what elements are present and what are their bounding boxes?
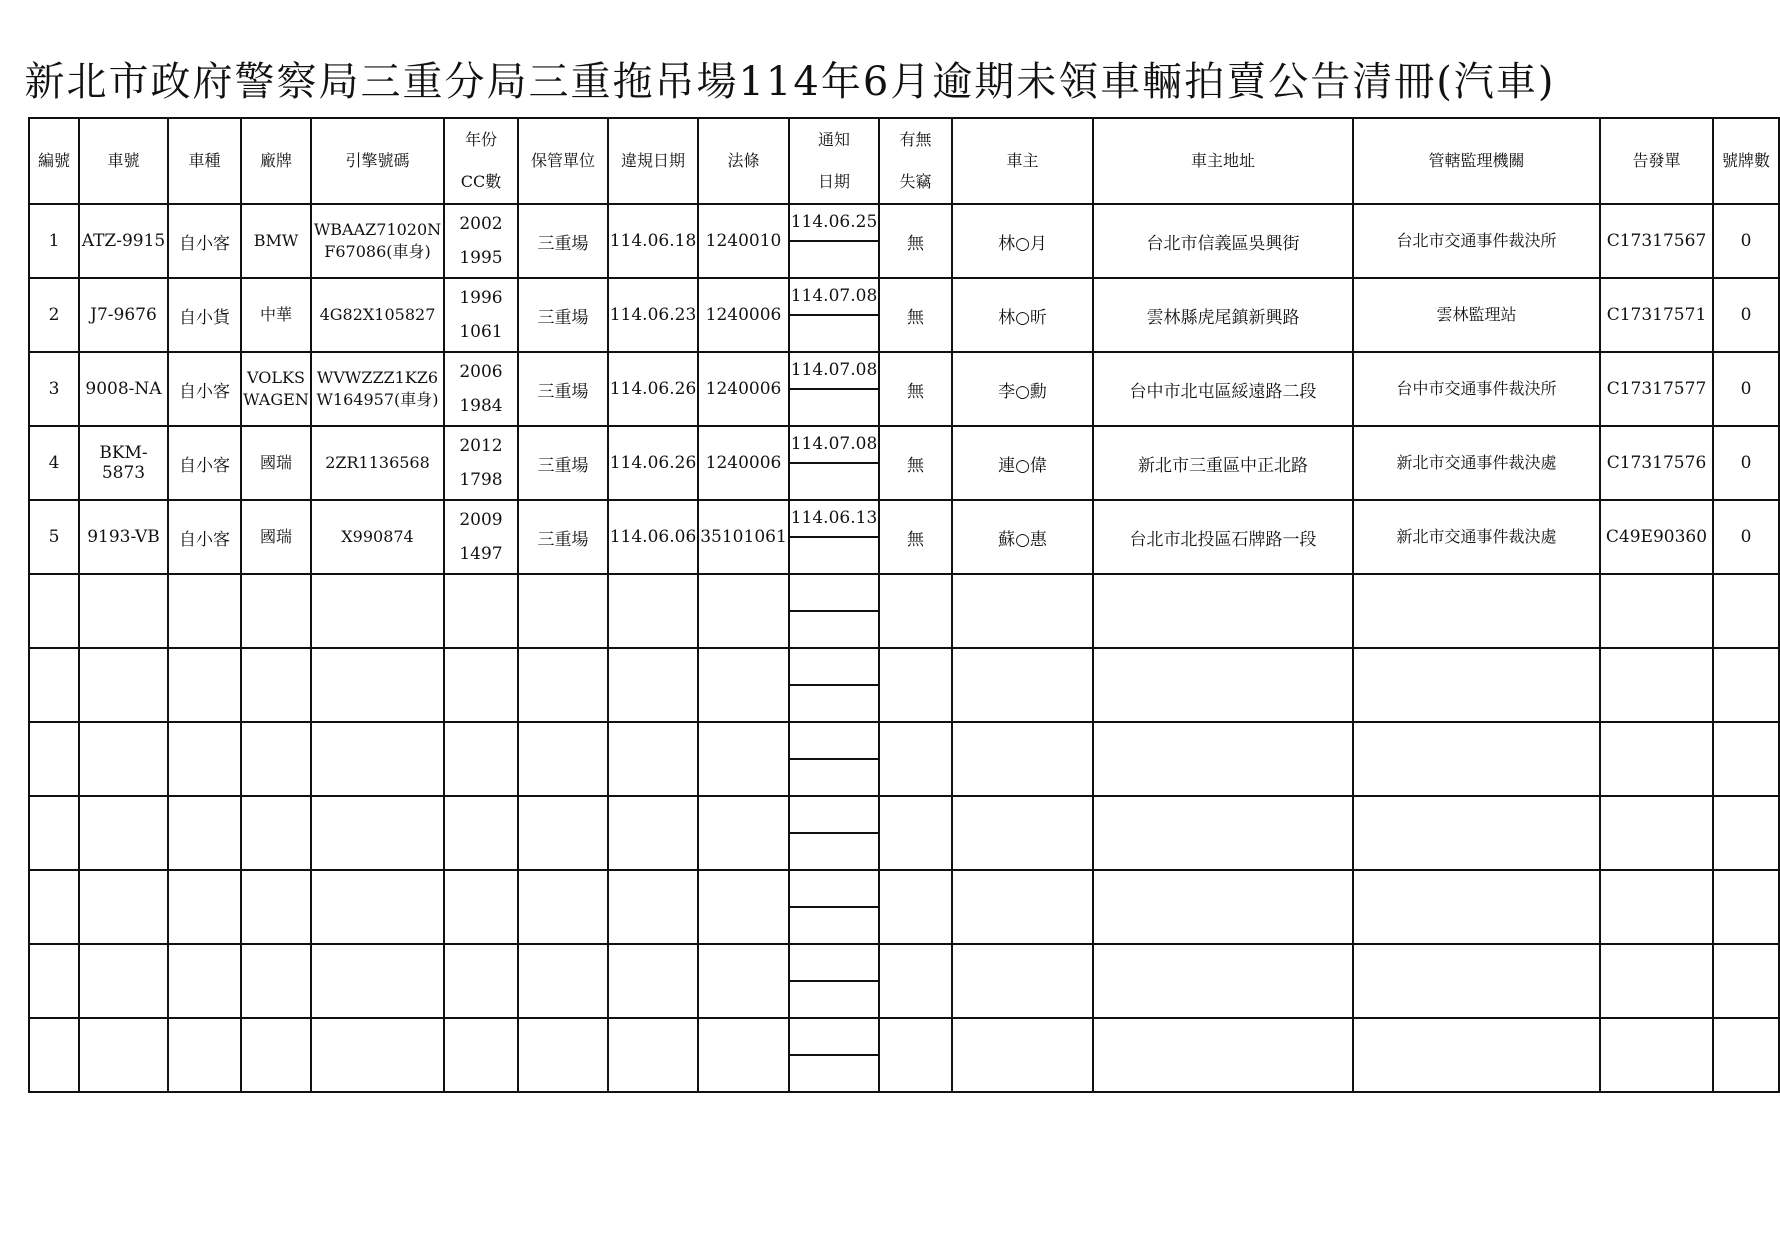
empty-notice-top [790, 575, 878, 612]
row-notice-date-value: 114.07.08 [790, 353, 878, 390]
empty-cell [1713, 870, 1779, 944]
row-plates-count: 0 [1713, 352, 1779, 426]
empty-cell [1353, 722, 1600, 796]
row-authority [1353, 426, 1600, 500]
row-notice-date [789, 352, 879, 426]
row-custody: 三重場 [518, 204, 608, 278]
empty-notice-top [790, 723, 878, 760]
row-type: 自小客 [168, 426, 241, 500]
row-authority-text: 雲林監理站 [1436, 305, 1517, 324]
empty-cell [29, 944, 79, 1018]
row-year: 1996 [459, 288, 503, 308]
empty-cell [79, 1018, 168, 1092]
row-type: 自小客 [168, 352, 241, 426]
empty-cell [168, 648, 241, 722]
row-cc: 1798 [459, 470, 503, 490]
empty-cell [241, 1018, 311, 1092]
row-address: 台北市信義區吳興街 [1093, 204, 1353, 278]
empty-notice-cell [789, 944, 879, 1018]
row-ticket: C17317567 [1600, 204, 1713, 278]
empty-cell [444, 574, 518, 648]
empty-cell [952, 944, 1093, 1018]
empty-notice-cell [789, 722, 879, 796]
row-ticket: C17317577 [1600, 352, 1713, 426]
header-year-cc [444, 118, 518, 204]
empty-cell [518, 1018, 608, 1092]
row-violation-date: 114.06.23 [608, 278, 698, 352]
empty-table-row [29, 1018, 1779, 1092]
empty-cell [168, 574, 241, 648]
row-brand-text: 國瑞 [259, 527, 292, 546]
empty-cell [608, 944, 698, 1018]
empty-cell [952, 796, 1093, 870]
header-notice-line2: 日期 [817, 172, 850, 191]
row-year: 2002 [459, 214, 503, 234]
empty-cell [444, 870, 518, 944]
empty-notice-bottom [790, 834, 878, 869]
row-ticket: C17317571 [1600, 278, 1713, 352]
row-engine-text: 2ZR1136568 [325, 453, 430, 472]
row-brand [241, 204, 311, 278]
empty-cell [1600, 648, 1713, 722]
empty-cell [241, 648, 311, 722]
empty-cell [241, 870, 311, 944]
empty-notice-bottom [790, 1056, 878, 1091]
empty-cell [518, 722, 608, 796]
header-row [29, 118, 1779, 204]
empty-cell [1713, 796, 1779, 870]
row-notice-date-blank [790, 390, 878, 425]
row-stolen: 無 [879, 500, 952, 574]
header-address: 車主地址 [1093, 118, 1353, 204]
header-stolen-line2: 失竊 [899, 172, 932, 191]
empty-cell [1713, 722, 1779, 796]
empty-cell [952, 648, 1093, 722]
empty-cell [879, 722, 952, 796]
row-engine [311, 352, 444, 426]
row-authority [1353, 500, 1600, 574]
row-year: 2009 [459, 510, 503, 530]
table-row [29, 426, 1779, 500]
empty-cell [1713, 574, 1779, 648]
row-cc: 1497 [459, 544, 503, 564]
empty-notice-bottom [790, 686, 878, 721]
empty-cell [444, 1018, 518, 1092]
empty-cell [1713, 944, 1779, 1018]
header-stolen-line1: 有無 [899, 130, 932, 149]
row-owner: 林○月 [952, 204, 1093, 278]
row-custody: 三重場 [518, 278, 608, 352]
empty-cell [168, 722, 241, 796]
empty-cell [879, 648, 952, 722]
row-plates-count: 0 [1713, 204, 1779, 278]
empty-cell [952, 1018, 1093, 1092]
empty-cell [879, 574, 952, 648]
row-cc: 1995 [459, 248, 503, 268]
empty-table-row [29, 944, 1779, 1018]
table-row [29, 204, 1779, 278]
row-authority-text: 台中市交通事件裁決所 [1396, 379, 1557, 398]
header-custody: 保管單位 [518, 118, 608, 204]
row-year-cc [444, 278, 518, 352]
header-stolen [879, 118, 952, 204]
empty-cell [1353, 944, 1600, 1018]
empty-cell [608, 722, 698, 796]
row-notice-date [789, 204, 879, 278]
empty-cell [311, 870, 444, 944]
empty-cell [698, 944, 789, 1018]
row-brand [241, 352, 311, 426]
empty-cell [1093, 574, 1353, 648]
empty-cell [79, 870, 168, 944]
row-type: 自小客 [168, 500, 241, 574]
empty-cell [29, 796, 79, 870]
empty-cell [444, 722, 518, 796]
empty-cell [698, 1018, 789, 1092]
table-row [29, 352, 1779, 426]
empty-cell [444, 944, 518, 1018]
empty-cell [444, 796, 518, 870]
row-stolen: 無 [879, 204, 952, 278]
row-notice-date-value: 114.07.08 [790, 279, 878, 316]
row-cc: 1984 [459, 396, 503, 416]
row-plates-count: 0 [1713, 278, 1779, 352]
empty-table-row [29, 574, 1779, 648]
row-engine-text: 4G82X105827 [319, 305, 436, 324]
empty-cell [241, 796, 311, 870]
row-plate: J7-9676 [79, 278, 168, 352]
row-brand [241, 278, 311, 352]
empty-cell [168, 870, 241, 944]
empty-cell [1600, 944, 1713, 1018]
row-violation-date: 114.06.18 [608, 204, 698, 278]
empty-cell [29, 870, 79, 944]
empty-notice-bottom [790, 760, 878, 795]
row-plate: 9193-VB [79, 500, 168, 574]
row-owner: 林○昕 [952, 278, 1093, 352]
row-notice-date-value: 114.07.08 [790, 427, 878, 464]
empty-cell [29, 648, 79, 722]
empty-cell [518, 574, 608, 648]
empty-cell [518, 870, 608, 944]
empty-cell [79, 574, 168, 648]
empty-cell [79, 944, 168, 1018]
empty-notice-cell [789, 870, 879, 944]
row-owner: 蘇○惠 [952, 500, 1093, 574]
row-no: 5 [29, 500, 79, 574]
empty-cell [879, 796, 952, 870]
empty-cell [879, 870, 952, 944]
header-notice-line1: 通知 [817, 130, 850, 149]
empty-cell [518, 944, 608, 1018]
row-engine-text: X990874 [341, 527, 414, 546]
header-plate: 車號 [79, 118, 168, 204]
empty-cell [311, 648, 444, 722]
empty-cell [608, 796, 698, 870]
row-no: 1 [29, 204, 79, 278]
empty-cell [1093, 1018, 1353, 1092]
empty-cell [518, 648, 608, 722]
row-address: 台中市北屯區綏遠路二段 [1093, 352, 1353, 426]
empty-cell [1353, 796, 1600, 870]
empty-cell [1353, 648, 1600, 722]
empty-cell [311, 944, 444, 1018]
header-cc: CC數 [460, 172, 502, 191]
empty-cell [168, 1018, 241, 1092]
empty-cell [241, 944, 311, 1018]
empty-notice-cell [789, 796, 879, 870]
empty-cell [79, 648, 168, 722]
header-plates-count: 號牌數 [1713, 118, 1779, 204]
row-brand-text: 國瑞 [259, 453, 292, 472]
row-engine [311, 278, 444, 352]
row-engine-text: WBAAZ71020NF67086(車身) [313, 220, 442, 261]
row-plate: 9008-NA [79, 352, 168, 426]
row-engine [311, 500, 444, 574]
empty-cell [952, 722, 1093, 796]
row-authority-text: 新北市交通事件裁決處 [1396, 453, 1557, 472]
row-no: 3 [29, 352, 79, 426]
empty-table-row [29, 722, 1779, 796]
row-no: 2 [29, 278, 79, 352]
row-law: 1240006 [698, 278, 789, 352]
empty-cell [879, 944, 952, 1018]
header-engine: 引擎號碼 [311, 118, 444, 204]
row-law: 1240010 [698, 204, 789, 278]
row-year: 2012 [459, 436, 503, 456]
empty-table-row [29, 870, 1779, 944]
header-notice-date [789, 118, 879, 204]
empty-cell [698, 648, 789, 722]
row-plates-count: 0 [1713, 500, 1779, 574]
empty-cell [608, 648, 698, 722]
row-law: 35101061 [698, 500, 789, 574]
empty-notice-top [790, 649, 878, 686]
row-brand [241, 426, 311, 500]
empty-cell [241, 574, 311, 648]
empty-cell [29, 722, 79, 796]
empty-notice-top [790, 1019, 878, 1056]
header-law: 法條 [698, 118, 789, 204]
row-no: 4 [29, 426, 79, 500]
row-stolen: 無 [879, 278, 952, 352]
empty-table-row [29, 796, 1779, 870]
empty-cell [1353, 574, 1600, 648]
empty-cell [29, 1018, 79, 1092]
empty-cell [311, 1018, 444, 1092]
row-year-cc [444, 352, 518, 426]
row-brand-text: BMW [253, 231, 299, 250]
row-notice-date [789, 426, 879, 500]
row-notice-date [789, 500, 879, 574]
table-row [29, 278, 1779, 352]
row-law: 1240006 [698, 352, 789, 426]
header-year: 年份 [464, 130, 497, 149]
header-owner: 車主 [952, 118, 1093, 204]
row-ticket: C17317576 [1600, 426, 1713, 500]
row-stolen: 無 [879, 426, 952, 500]
empty-cell [698, 722, 789, 796]
empty-cell [1353, 1018, 1600, 1092]
empty-cell [1093, 722, 1353, 796]
row-brand-text: 中華 [259, 305, 292, 324]
empty-cell [79, 796, 168, 870]
empty-cell [311, 574, 444, 648]
empty-cell [879, 1018, 952, 1092]
empty-notice-cell [789, 648, 879, 722]
row-owner: 李○勳 [952, 352, 1093, 426]
empty-cell [1093, 870, 1353, 944]
row-authority [1353, 278, 1600, 352]
row-owner: 連○偉 [952, 426, 1093, 500]
empty-cell [1093, 648, 1353, 722]
empty-cell [444, 648, 518, 722]
empty-cell [29, 574, 79, 648]
empty-cell [1600, 796, 1713, 870]
empty-cell [1600, 722, 1713, 796]
empty-notice-bottom [790, 982, 878, 1017]
empty-cell [79, 722, 168, 796]
row-notice-date-blank [790, 464, 878, 499]
empty-cell [241, 722, 311, 796]
empty-cell [168, 944, 241, 1018]
row-ticket: C49E90360 [1600, 500, 1713, 574]
row-authority [1353, 204, 1600, 278]
table-row [29, 500, 1779, 574]
empty-notice-top [790, 945, 878, 982]
empty-notice-cell [789, 1018, 879, 1092]
empty-cell [698, 574, 789, 648]
empty-cell [608, 1018, 698, 1092]
row-notice-date-value: 114.06.13 [790, 501, 878, 538]
empty-cell [952, 574, 1093, 648]
header-type: 車種 [168, 118, 241, 204]
row-address: 台北市北投區石牌路一段 [1093, 500, 1353, 574]
row-year-cc [444, 426, 518, 500]
empty-cell [168, 796, 241, 870]
row-plate: ATZ-9915 [79, 204, 168, 278]
row-year-cc [444, 500, 518, 574]
empty-notice-bottom [790, 612, 878, 647]
row-year-cc [444, 204, 518, 278]
row-type: 自小客 [168, 204, 241, 278]
empty-cell [1600, 1018, 1713, 1092]
empty-cell [608, 870, 698, 944]
empty-notice-cell [789, 574, 879, 648]
empty-cell [608, 574, 698, 648]
row-custody: 三重場 [518, 426, 608, 500]
page-title: 新北市政府警察局三重分局三重拖吊場114年6月逾期未領車輛拍賣公告清冊(汽車) [24, 59, 1556, 105]
empty-notice-bottom [790, 908, 878, 943]
empty-cell [1600, 574, 1713, 648]
empty-table-row [29, 648, 1779, 722]
row-stolen: 無 [879, 352, 952, 426]
row-plates-count: 0 [1713, 426, 1779, 500]
row-address: 雲林縣虎尾鎮新興路 [1093, 278, 1353, 352]
empty-cell [1713, 648, 1779, 722]
empty-notice-top [790, 797, 878, 834]
empty-cell [1600, 870, 1713, 944]
empty-cell [1713, 1018, 1779, 1092]
empty-cell [952, 870, 1093, 944]
row-authority-text: 台北市交通事件裁決所 [1396, 231, 1557, 250]
empty-cell [1353, 870, 1600, 944]
header-violation-date: 違規日期 [608, 118, 698, 204]
empty-cell [311, 796, 444, 870]
row-engine [311, 426, 444, 500]
row-type: 自小貨 [168, 278, 241, 352]
row-notice-date-blank [790, 316, 878, 351]
empty-cell [698, 870, 789, 944]
row-plate: BKM-5873 [79, 426, 168, 500]
header-ticket: 告發單 [1600, 118, 1713, 204]
auction-list-table [28, 117, 1780, 1093]
row-violation-date: 114.06.26 [608, 352, 698, 426]
row-engine-text: WVWZZZ1KZ6W164957(車身) [316, 368, 439, 409]
row-notice-date-value: 114.06.25 [790, 205, 878, 242]
empty-cell [311, 722, 444, 796]
row-brand-text: VOLKSWAGEN [243, 368, 309, 409]
row-notice-date [789, 278, 879, 352]
row-year: 2006 [459, 362, 503, 382]
row-violation-date: 114.06.06 [608, 500, 698, 574]
row-custody: 三重場 [518, 500, 608, 574]
row-brand [241, 500, 311, 574]
row-authority [1353, 352, 1600, 426]
header-no: 編號 [29, 118, 79, 204]
header-authority: 管轄監理機關 [1353, 118, 1600, 204]
empty-cell [698, 796, 789, 870]
row-notice-date-blank [790, 538, 878, 573]
empty-cell [518, 796, 608, 870]
row-custody: 三重場 [518, 352, 608, 426]
row-engine [311, 204, 444, 278]
header-brand: 廠牌 [241, 118, 311, 204]
empty-cell [1093, 944, 1353, 1018]
row-violation-date: 114.06.26 [608, 426, 698, 500]
row-address: 新北市三重區中正北路 [1093, 426, 1353, 500]
row-cc: 1061 [459, 322, 503, 342]
row-authority-text: 新北市交通事件裁決處 [1396, 527, 1557, 546]
empty-cell [1093, 796, 1353, 870]
row-law: 1240006 [698, 426, 789, 500]
row-notice-date-blank [790, 242, 878, 277]
empty-notice-top [790, 871, 878, 908]
